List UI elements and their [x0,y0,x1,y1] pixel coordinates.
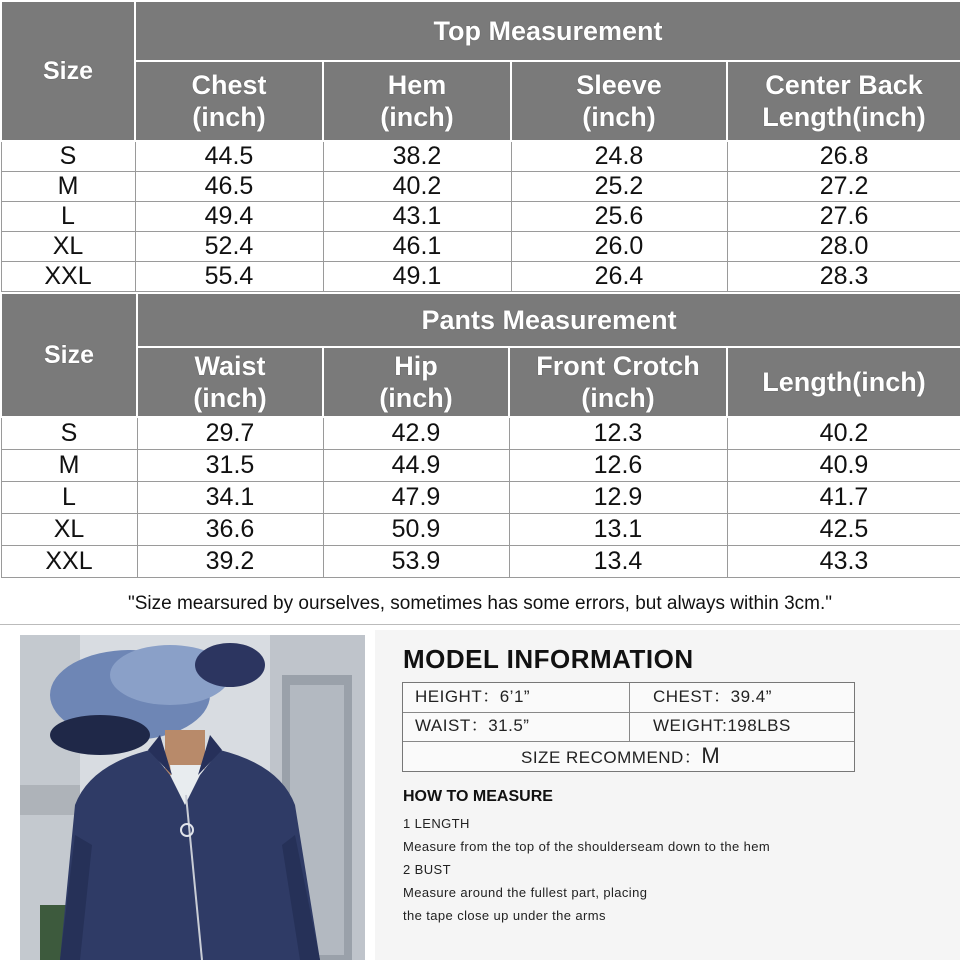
step-1-title: 1 LENGTH [403,816,470,831]
value-cell: 41.7 [727,481,960,513]
pants-col-hip: Hip (inch) [323,347,509,417]
value-cell: 43.1 [323,202,511,232]
value-cell: 49.1 [323,262,511,292]
table-row [1,232,960,262]
table-row [1,141,960,172]
value-cell: 49.4 [135,202,323,232]
table-row [1,417,960,449]
value-cell: 24.8 [511,141,727,172]
value-cell: 27.6 [727,202,960,232]
value-cell: 38.2 [323,141,511,172]
table-row [1,202,960,232]
value-cell: 26.4 [511,262,727,292]
size-cell: M [1,172,135,202]
value-cell: 26.0 [511,232,727,262]
value-cell: 44.5 [135,141,323,172]
value-cell: 40.2 [727,417,960,449]
model-illustration [20,635,365,960]
value-cell: 42.9 [323,417,509,449]
size-cell: L [1,202,135,232]
value-cell: 46.5 [135,172,323,202]
value-cell: 46.1 [323,232,511,262]
model-information-panel [375,630,960,960]
value-cell: 26.8 [727,141,960,172]
table-row [1,481,960,513]
model-waist: WAIST：31.5” [415,716,530,735]
measurement-note: "Size mearsured by ourselves, sometimes has some errors, but always within 3cm." [0,584,960,625]
size-cell: S [1,141,135,172]
value-cell: 40.2 [323,172,511,202]
value-cell: 42.5 [727,513,960,545]
top-size-header: Size [1,1,135,141]
value-cell: 28.3 [727,262,960,292]
value-cell: 39.2 [137,545,323,577]
value-cell: 25.2 [511,172,727,202]
size-cell: M [1,449,137,481]
pants-size-header: Size [1,293,137,417]
value-cell: 50.9 [323,513,509,545]
pants-col-front-crotch: Front Crotch (inch) [509,347,727,417]
table-row [1,172,960,202]
table-row [1,513,960,545]
top-group-title: Top Measurement [135,1,960,61]
value-cell: 31.5 [137,449,323,481]
step-2-text-1: Measure around the fullest part, placing [403,885,648,900]
value-cell: 12.3 [509,417,727,449]
value-cell: 36.6 [137,513,323,545]
size-recommend-label: SIZE RECOMMEND： [521,748,702,767]
size-cell: S [1,417,137,449]
step-2-title: 2 BUST [403,862,451,877]
size-recommend-value: M [701,743,721,768]
value-cell: 25.6 [511,202,727,232]
top-col-center-back-length: Center Back Length(inch) [727,61,960,141]
value-cell: 34.1 [137,481,323,513]
pants-col-waist: Waist (inch) [137,347,323,417]
model-information-title: MODEL INFORMATION [403,644,694,674]
value-cell: 28.0 [727,232,960,262]
size-recommend [521,742,720,772]
size-cell: L [1,481,137,513]
value-cell: 55.4 [135,262,323,292]
size-cell: XXL [1,545,137,577]
value-cell: 12.9 [509,481,727,513]
value-cell: 27.2 [727,172,960,202]
value-cell: 12.6 [509,449,727,481]
pants-group-title: Pants Measurement [137,293,960,347]
value-cell: 52.4 [135,232,323,262]
pants-measurement-table [0,292,960,578]
pants-col-length: Length(inch) [727,347,960,417]
size-cell: XL [1,513,137,545]
top-col-chest: Chest (inch) [135,61,323,141]
model-chest: CHEST：39.4” [653,687,772,706]
table-row [1,449,960,481]
value-cell: 40.9 [727,449,960,481]
top-measurement-table [0,0,960,292]
model-height: HEIGHT：6’1” [415,687,531,706]
value-cell: 29.7 [137,417,323,449]
value-cell: 13.4 [509,545,727,577]
value-cell: 53.9 [323,545,509,577]
value-cell: 47.9 [323,481,509,513]
table-row [1,262,960,292]
top-col-hem: Hem (inch) [323,61,511,141]
size-cell: XXL [1,262,135,292]
model-weight: WEIGHT:198LBS [653,716,791,735]
step-1-text: Measure from the top of the shoulderseam down to the hem [403,839,771,854]
top-col-sleeve: Sleeve (inch) [511,61,727,141]
value-cell: 13.1 [509,513,727,545]
step-2-text-2: the tape close up under the arms [403,908,606,923]
size-cell: XL [1,232,135,262]
how-to-measure-title: HOW TO MEASURE [403,788,553,805]
value-cell: 43.3 [727,545,960,577]
model-photo [20,635,365,960]
model-information-box [402,682,855,772]
value-cell: 44.9 [323,449,509,481]
table-row [1,545,960,577]
